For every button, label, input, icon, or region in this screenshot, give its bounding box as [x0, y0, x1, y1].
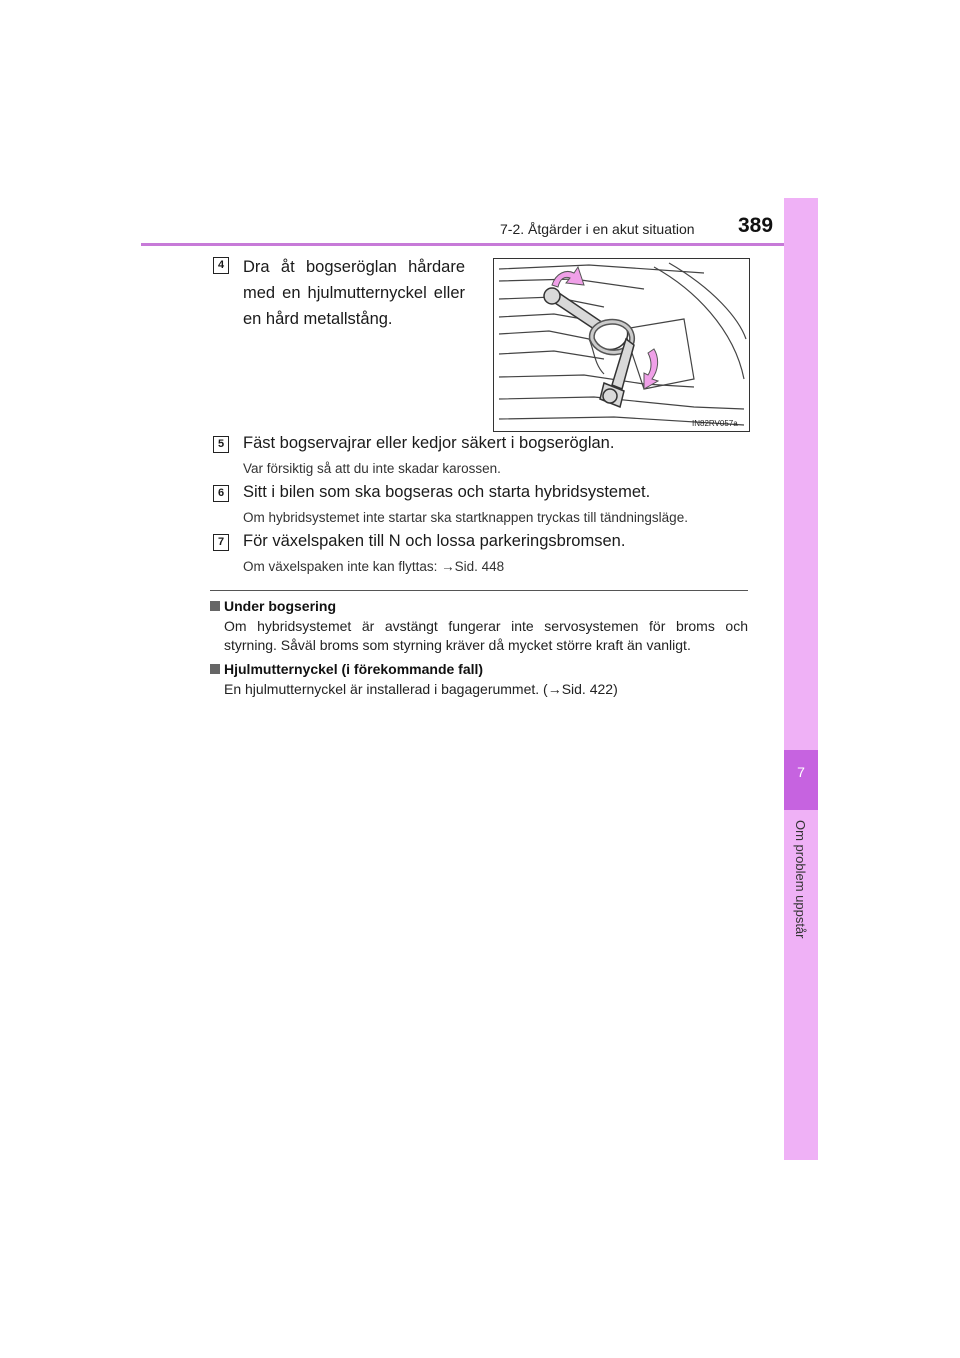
note-heading-wrench: [210, 661, 483, 677]
chapter-number-tab[interactable]: [784, 750, 818, 810]
chapter-label-wrap: [792, 820, 812, 950]
step-4-line-1: Dra åt bogseröglan hårdare: [243, 258, 465, 276]
note-body-towing-line-2: styrning. Såväl broms som styrning kräver då mycket större kraft än vanligt.: [224, 637, 691, 653]
square-bullet-icon: [210, 664, 220, 674]
page-number: 389: [738, 214, 774, 237]
step-number-4: 4: [213, 257, 229, 274]
note-heading-towing: [210, 598, 336, 614]
chapter-number: 7: [797, 764, 805, 780]
chapter-side-tab[interactable]: [784, 198, 818, 1160]
note-body-towing-line-1: Om hybridsystemet är avstängt fungerar inte servosystemen för broms och: [224, 618, 748, 634]
step-7-note: Om växelspaken inte kan flyttas: →Sid. 448: [243, 559, 505, 574]
step-6-note: Om hybridsystemet inte startar ska startknappen tryckas till tändningsläge.: [243, 510, 688, 525]
section-divider: [210, 590, 748, 591]
note-heading-wrench-text: Hjulmutternyckel (i förekommande fall): [224, 661, 484, 677]
chapter-label: Om problem uppstår: [793, 820, 808, 939]
step-5-note: Var försiktig så att du inte skadar karossen.: [243, 461, 501, 476]
wrench-illustration: [494, 259, 749, 431]
step-number-7: 7: [213, 534, 229, 551]
step-5-text: Fäst bogservajrar eller kedjor säkert i bogseröglan.: [243, 434, 615, 452]
note-heading-towing-text: Under bogsering: [224, 598, 337, 614]
step-number-6: 6: [213, 485, 229, 502]
step-7-text: För växelspaken till N och lossa parkeringsbromsen.: [243, 532, 626, 550]
step-4-text: [243, 254, 465, 332]
figure-code: IN82RV057a: [692, 419, 738, 428]
square-bullet-icon: [210, 601, 220, 611]
step-4-line-3: en hård metallstång.: [243, 310, 393, 328]
tow-eyelet-illustration: [493, 258, 750, 432]
header-rule: [141, 243, 818, 246]
section-title: 7-2. Åtgärder i en akut situation: [500, 221, 695, 237]
note-body-towing: [224, 617, 748, 655]
step-6-text: Sitt i bilen som ska bogseras och starta hybridsystemet.: [243, 483, 651, 501]
step-4-line-2: med en hjulmutternyckel eller: [243, 284, 465, 302]
step-number-5: 5: [213, 436, 229, 453]
note-body-wrench: En hjulmutternyckel är installerad i bagagerummet. (→Sid. 422): [224, 681, 618, 697]
